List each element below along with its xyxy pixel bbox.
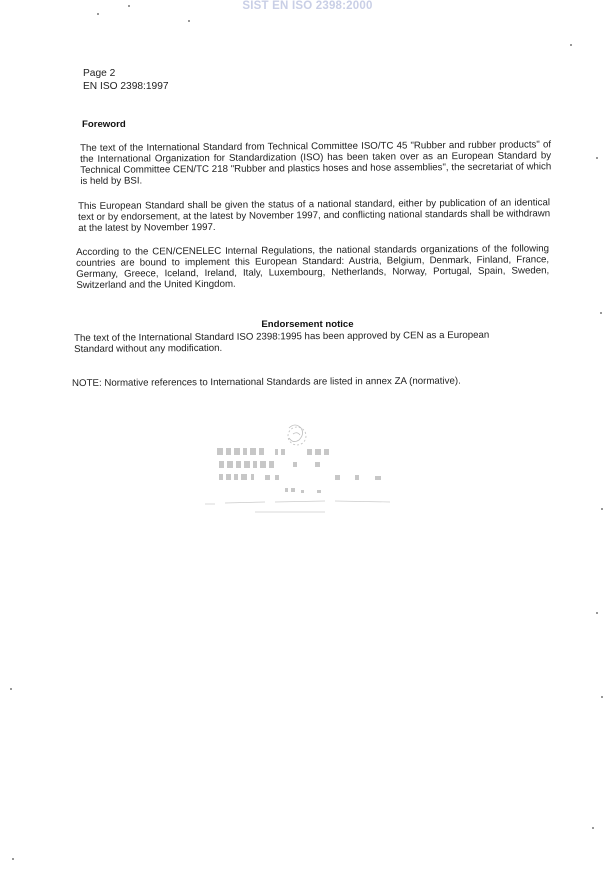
endorsement-heading: Endorsement notice — [261, 319, 354, 330]
scan-speck — [97, 13, 99, 15]
scan-speck — [570, 44, 572, 46]
standard-reference: EN ISO 2398:1997 — [83, 80, 169, 92]
scan-speck — [596, 157, 598, 159]
foreword-paragraph-3: According to the CEN/CENELEC Internal Regulations, the national standards organizations of the following countries are bound to implement this European Standard: Austria, Belgium, Denmark, Finland, France, Germany, Greece, Iceland, Ireland, Italy, Luxembourg, Netherlands, Norway, Portugal, Spain, Sweden, Switzerland and the United Kingdom. — [76, 243, 550, 291]
endorsement-text: The text of the International Standard ISO 2398:1995 has been approved by CEN as a European Standard without any modification. — [74, 329, 490, 355]
page-header — [83, 68, 169, 93]
scan-speck — [12, 858, 14, 860]
normative-note: NOTE: Normative references to International Standards are listed in annex ZA (normative). — [72, 375, 461, 389]
scan-speck — [592, 827, 594, 829]
page-number: Page 2 — [83, 68, 116, 79]
scan-speck — [601, 508, 603, 510]
foreword-paragraph-1: The text of the International Standard from Technical Committee ISO/TC 45 "Rubber and rubber products" of the International Organization for Standardization (ISO) has been taken over as an European Standard by Technical Committee CEN/TC 218 "Rubber and plastics hoses and hose assemblies", the secretariat of which is held by BSI. — [80, 139, 552, 187]
foreword-heading: Foreword — [82, 119, 126, 130]
scan-speck — [600, 312, 602, 314]
scan-speck — [188, 20, 190, 22]
scan-speck — [128, 5, 130, 7]
scan-speck — [10, 688, 12, 690]
foreword-paragraph-2: This European Standard shall be given the status of a national standard, either by publication of an identical text or by endorsement, at the latest by November 1997, and conflicting national standards shall be withdrawn at the latest by November 1997. — [78, 197, 551, 234]
watermark: SIST EN ISO 2398:2000 — [242, 0, 373, 12]
faded-stamp-graphic — [205, 420, 405, 525]
scan-speck — [596, 612, 598, 614]
scan-speck — [601, 696, 603, 698]
